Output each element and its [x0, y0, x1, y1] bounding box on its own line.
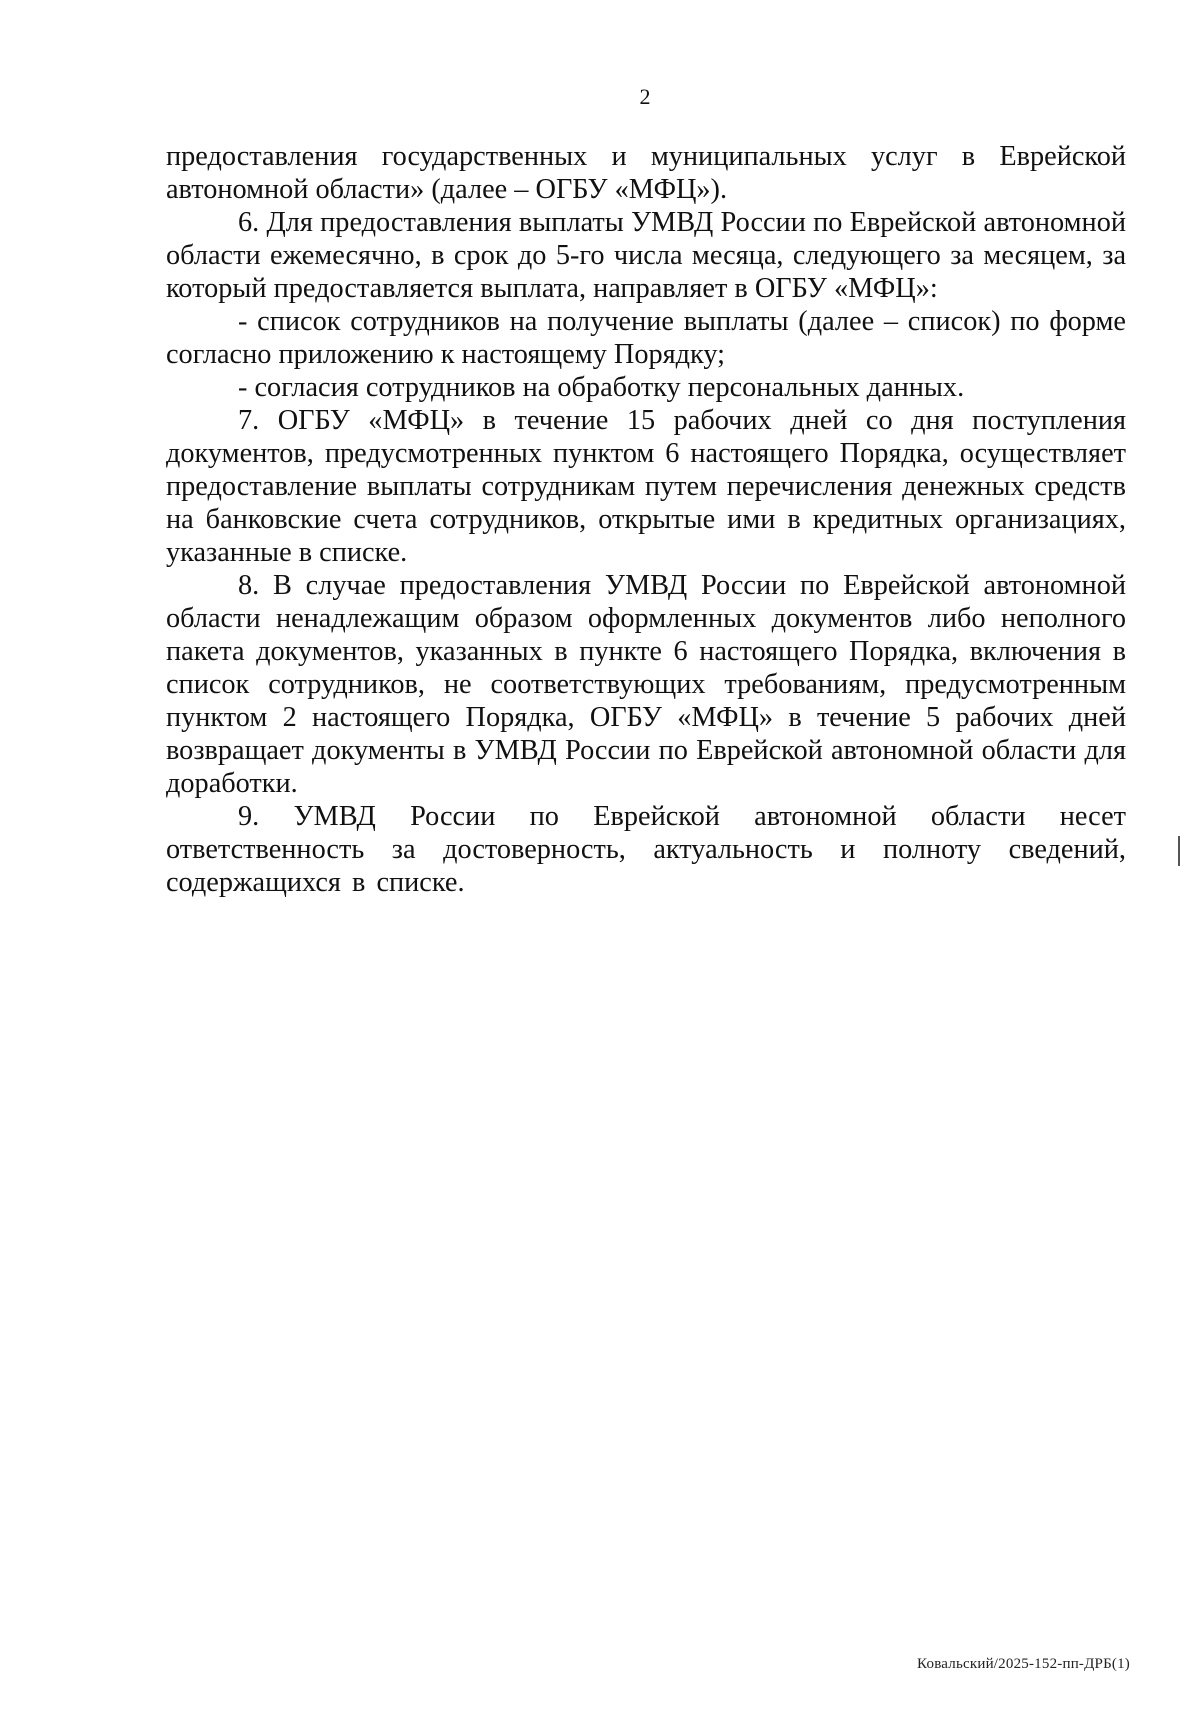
- paragraph-continuation: предоставления государственных и муниципальных услуг в Еврейской автономной области» (далее – ОГБУ «МФЦ»).: [166, 141, 1126, 205]
- paragraph-item-6-list-2: - согласия сотрудников на обработку персональных данных.: [238, 372, 965, 403]
- paragraph-item-6: 6. Для предоставления выплаты УМВД России по Еврейской автономной области ежемесячно, в срок до 5-го числа месяца, следующего за месяцем, за который предоставляется выплата, направляет в ОГБУ «МФЦ»:: [166, 207, 1126, 304]
- paragraph-item-8: 8. В случае предоставления УМВД России по Еврейской автономной области ненадлежащим образом оформленных документов либо неполного пакета документов, указанных в пункте 6 настоящего Порядка, включения в список сотрудников, не соответствующих требованиям, предусмотренным пунктом 2 настоящего Порядка, ОГБУ «МФЦ» в течение 5 рабочих дней возвращает документы в УМВД России по Еврейской автономной области для доработки.: [166, 570, 1126, 799]
- margin-mark: [1178, 836, 1180, 866]
- paragraph-item-6-list-1: - список сотрудников на получение выплаты (далее – список) по форме согласно приложению к настоящему Порядку;: [166, 306, 1126, 370]
- page-number: 2: [639, 84, 651, 109]
- paragraph-item-9: 9. УМВД России по Еврейской автономной области несет ответственность за достоверность, актуальность и полноту сведений, содержащихся в списке.: [166, 801, 1126, 898]
- paragraph-item-7: 7. ОГБУ «МФЦ» в течение 15 рабочих дней со дня поступления документов, предусмотренных пунктом 6 настоящего Порядка, осуществляет предоставление выплаты сотрудникам путем перечисления денежных средств на банковские счета сотрудников, открытые ими в кредитных организациях, указанные в списке.: [166, 405, 1126, 568]
- document-body: [166, 140, 1126, 899]
- document-footer-id: Ковальский/2025-152-пп-ДРБ(1): [917, 1656, 1130, 1672]
